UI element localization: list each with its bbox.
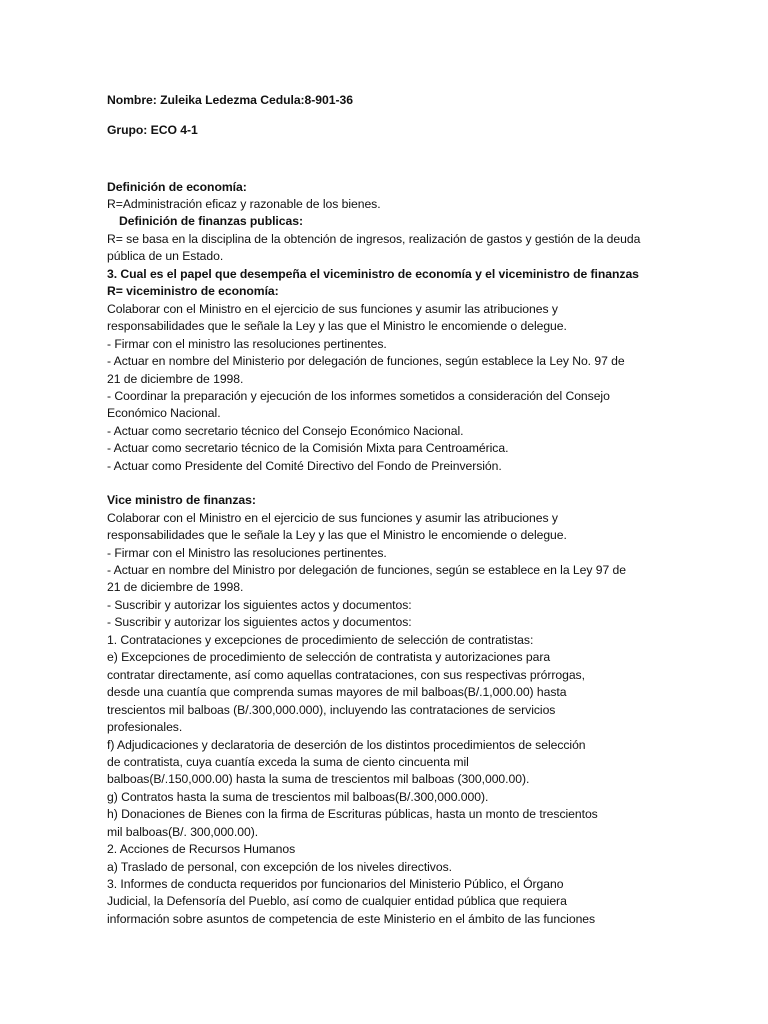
vice-economy-line: - Actuar en nombre del Ministerio por delegación de funciones, según establece la Ley No. 97 de xyxy=(107,354,625,368)
vice-finance-line: - Actuar en nombre del Ministro por delegación de funciones, según se establece en la Ley 97 de xyxy=(107,563,626,577)
name-line: Nombre: Zuleika Ledezma Cedula:8-901-36 xyxy=(107,93,353,107)
vice-finance-line: - Suscribir y autorizar los siguientes actos y documentos: xyxy=(107,615,412,629)
vice-finance-line: - Firmar con el Ministro las resoluciones pertinentes. xyxy=(107,546,387,560)
vice-finance-line: 1. Contrataciones y excepciones de procedimiento de selección de contratistas: xyxy=(107,633,534,647)
vice-finance-line: e) Excepciones de procedimiento de selección de contratista y autorizaciones para xyxy=(107,650,551,664)
definition-economy-answer: R=Administración eficaz y razonable de los bienes. xyxy=(107,197,381,211)
vice-finance-line: responsabilidades que le señale la Ley y las que el Ministro le encomiende o delegue. xyxy=(107,528,567,542)
vice-finance-line: profesionales. xyxy=(107,720,183,734)
vice-finance-line: Colaborar con el Ministro en el ejercicio de sus funciones y asumir las atribuciones y xyxy=(107,511,558,525)
definition-economy-heading: Definición de economía: xyxy=(107,180,247,194)
vice-finance-line: 3. Informes de conducta requeridos por funcionarios del Ministerio Público, el Órgano xyxy=(107,877,564,891)
definition-finance-heading: Definición de finanzas publicas: xyxy=(119,214,303,228)
vice-finance-line: contratar directamente, así como aquellas contrataciones, con sus respectivas prórrogas, xyxy=(107,668,585,682)
vice-economy-line: Colaborar con el Ministro en el ejercicio de sus funciones y asumir las atribuciones y xyxy=(107,302,558,316)
vice-finance-line: g) Contratos hasta la suma de trescientos mil balboas(B/.300,000.000). xyxy=(107,790,489,804)
vice-economy-line: responsabilidades que le señale la Ley y las que el Ministro le encomiende o delegue. xyxy=(107,319,567,333)
vice-finance-line: 21 de diciembre de 1998. xyxy=(107,580,244,594)
definition-finance-answer-line: R= se basa en la disciplina de la obtención de ingresos, realización de gastos y gestión de la deuda xyxy=(107,232,641,246)
vice-finance-heading: Vice ministro de finanzas: xyxy=(107,493,256,507)
vice-finance-line: trescientos mil balboas (B/.300,000.000), incluyendo las contrataciones de servicios xyxy=(107,703,556,717)
document-page xyxy=(107,0,737,1024)
definition-finance-answer-line: pública de un Estado. xyxy=(107,249,224,263)
vice-finance-line: balboas(B/.150,000.00) hasta la suma de trescientos mil balboas (300,000.00). xyxy=(107,772,530,786)
vice-finance-line: desde una cuantía que comprenda sumas mayores de mil balboas(B/.1,000.00) hasta xyxy=(107,685,567,699)
vice-economy-line: Económico Nacional. xyxy=(107,406,221,420)
question-3-heading: 3. Cual es el papel que desempeña el viceministro de economía y el viceministro de finanzas xyxy=(107,267,639,281)
vice-finance-line: a) Traslado de personal, con excepción de los niveles directivos. xyxy=(107,860,452,874)
vice-finance-line: - Suscribir y autorizar los siguientes actos y documentos: xyxy=(107,598,412,612)
vice-economy-line: - Coordinar la preparación y ejecución de los informes sometidos a consideración del Consejo xyxy=(107,389,610,403)
vice-finance-line: h) Donaciones de Bienes con la firma de Escrituras públicas, hasta un monto de trescientos xyxy=(107,807,598,821)
vice-finance-line: de contratista, cuya cuantía exceda la suma de ciento cincuenta mil xyxy=(107,755,469,769)
vice-economy-line: - Firmar con el ministro las resoluciones pertinentes. xyxy=(107,337,387,351)
vice-economy-heading: R= viceministro de economía: xyxy=(107,284,279,298)
vice-economy-line: - Actuar como Presidente del Comité Directivo del Fondo de Preinversión. xyxy=(107,459,502,473)
vice-finance-line: Judicial, la Defensoría del Pueblo, así como de cualquier entidad pública que requiera xyxy=(107,894,567,908)
group-line: Grupo: ECO 4-1 xyxy=(107,123,198,137)
vice-economy-line: 21 de diciembre de 1998. xyxy=(107,372,244,386)
vice-finance-line: f) Adjudicaciones y declaratoria de deserción de los distintos procedimientos de selección xyxy=(107,738,586,752)
vice-economy-line: - Actuar como secretario técnico del Consejo Económico Nacional. xyxy=(107,424,464,438)
vice-finance-line: mil balboas(B/. 300,000.00). xyxy=(107,825,259,839)
vice-finance-line: 2. Acciones de Recursos Humanos xyxy=(107,842,296,856)
vice-economy-line: - Actuar como secretario técnico de la Comisión Mixta para Centroamérica. xyxy=(107,441,509,455)
vice-finance-line: información sobre asuntos de competencia de este Ministerio en el ámbito de las funciones xyxy=(107,912,596,926)
